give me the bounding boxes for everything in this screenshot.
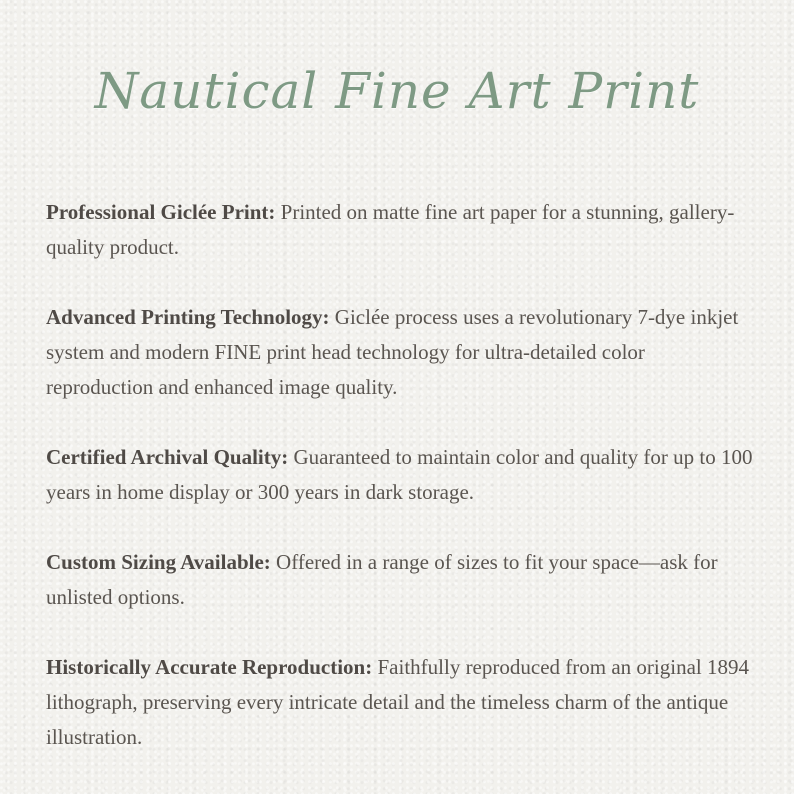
feature-text: Giclée process uses a revolutionary 7-dye inkjet system and modern FINE print head technology for ultra-detailed color reproduction and enhanced image quality. [46,305,739,399]
feature-item-technology [46,300,756,405]
feature-heading: Historically Accurate Reproduction: [46,655,373,679]
feature-item-sizing [46,545,756,615]
feature-item-giclee [46,195,756,265]
page-title: Nautical Fine Art Print [94,62,700,120]
feature-heading: Custom Sizing Available: [46,550,271,574]
feature-text: Faithfully reproduced from an original 1894 lithograph, preserving every intricate detail and the timeless charm of the antique illustration. [46,655,749,749]
feature-text: Offered in a range of sizes to fit your space—ask for unlisted options. [46,550,718,609]
feature-heading: Advanced Printing Technology: [46,305,330,329]
feature-list [46,195,756,790]
feature-text: Guaranteed to maintain color and quality for up to 100 years in home display or 300 years in dark storage. [46,445,753,504]
feature-item-archival [46,440,756,510]
feature-heading: Professional Giclée Print: [46,200,276,224]
feature-item-reproduction [46,650,756,755]
feature-heading: Certified Archival Quality: [46,445,289,469]
feature-text: Printed on matte fine art paper for a stunning, gallery-quality product. [46,200,735,259]
